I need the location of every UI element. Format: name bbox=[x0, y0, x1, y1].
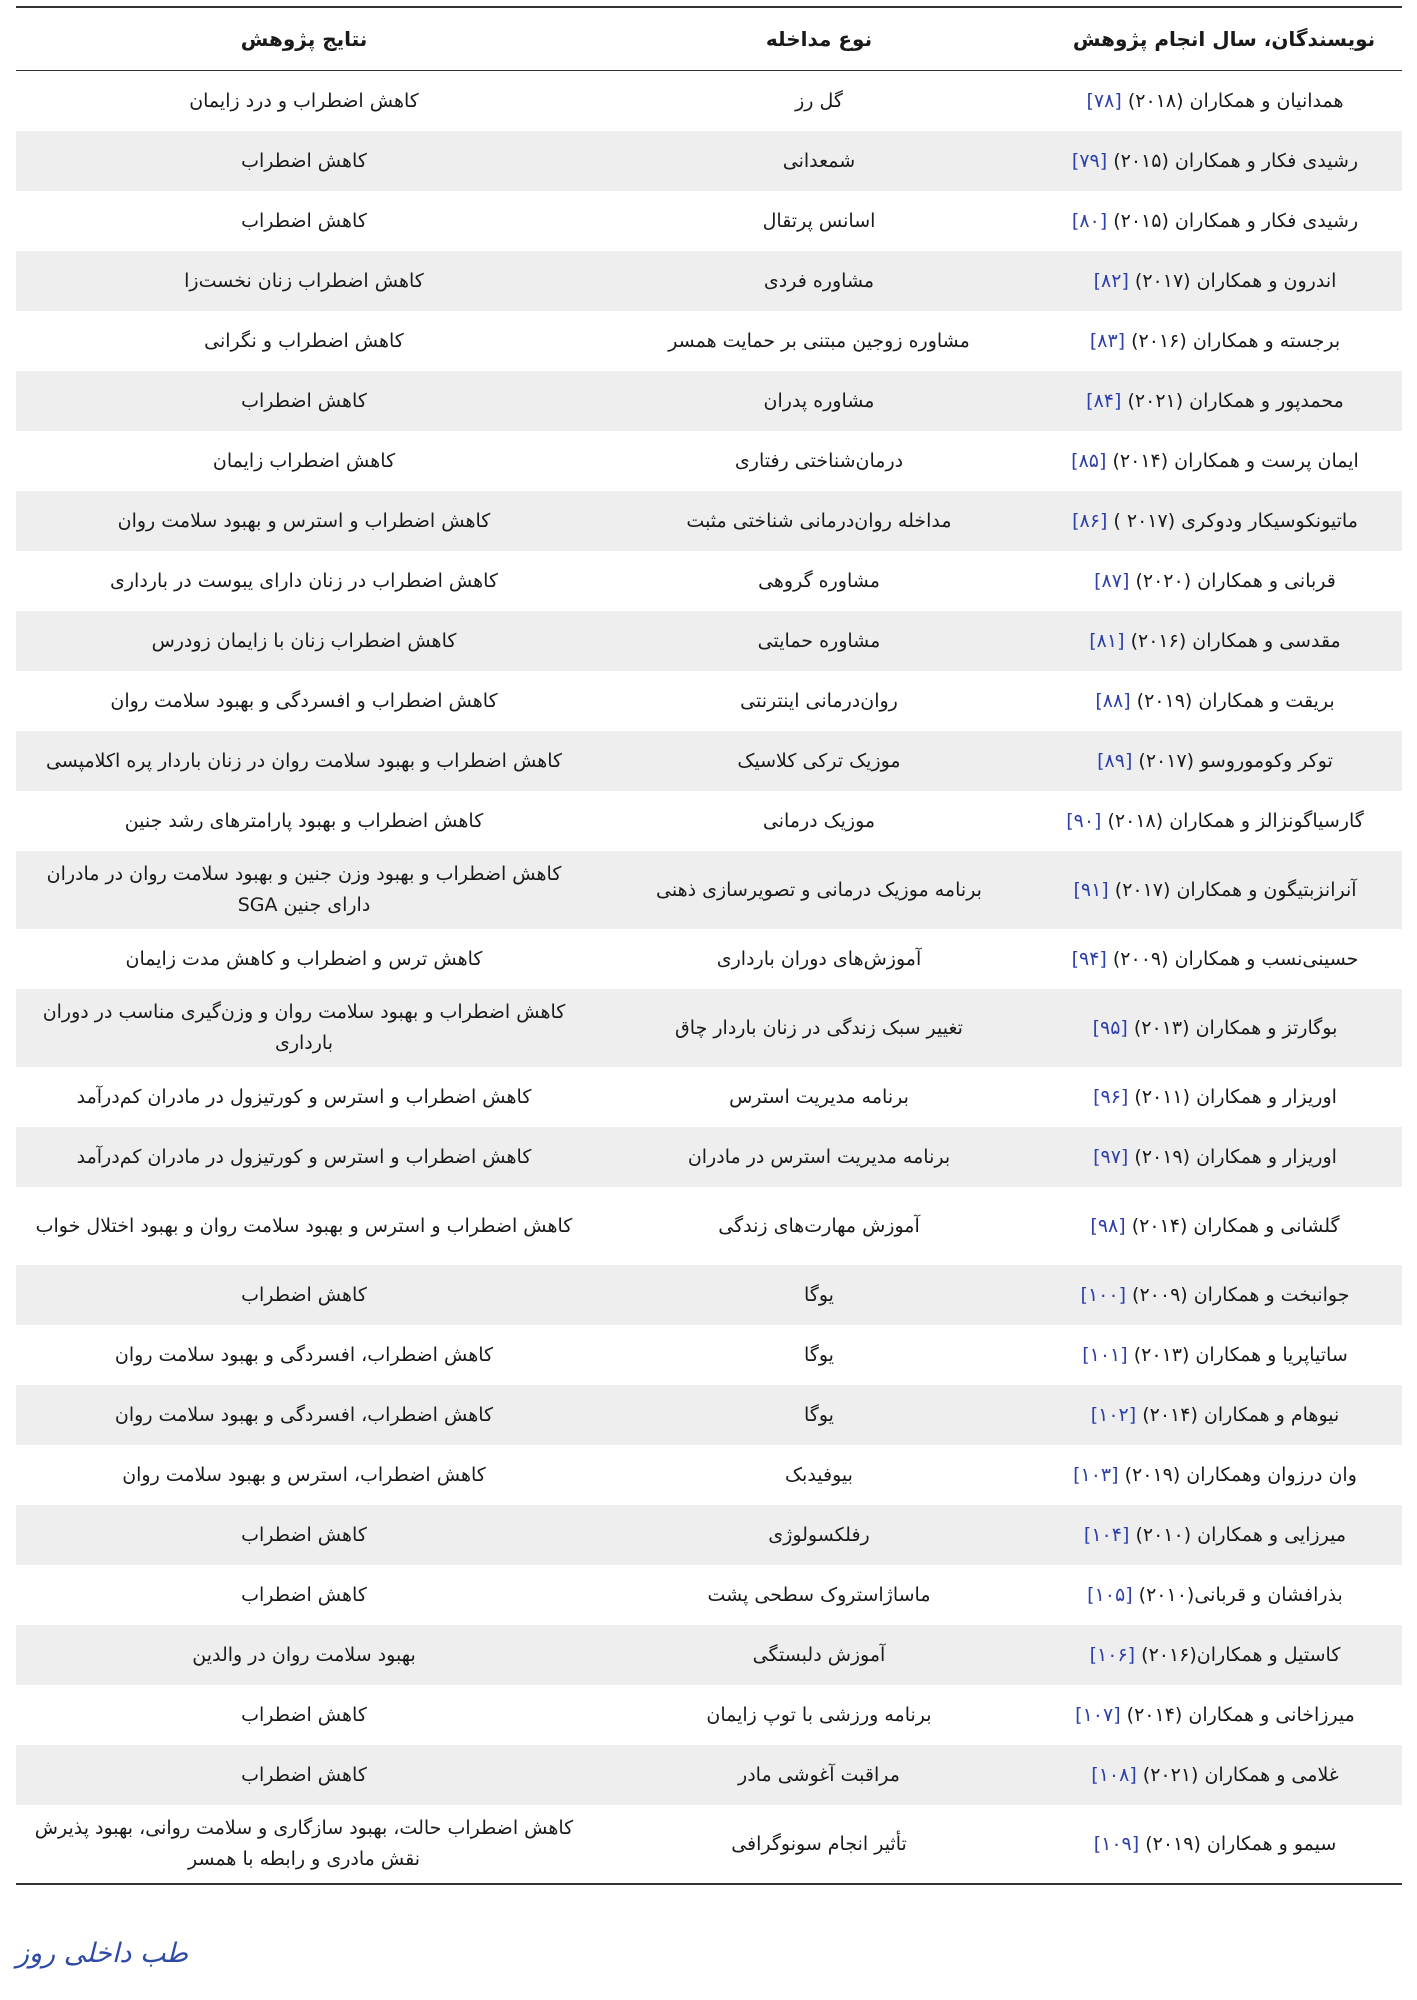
table-row bbox=[16, 191, 1402, 251]
table-header bbox=[16, 7, 1402, 71]
cell-intervention: ماساژاستروک سطحی پشت bbox=[707, 1583, 931, 1606]
author-text: گلشانی و همکاران (۲۰۱۴) bbox=[1131, 1214, 1340, 1237]
author-text: ایمان پرست و همکاران (۲۰۱۴) bbox=[1112, 449, 1359, 472]
header-result: نتایج پژوهش bbox=[16, 7, 592, 71]
header-row bbox=[16, 7, 1402, 71]
cell-intervention: برنامه مدیریت استرس در مادران bbox=[592, 1127, 1046, 1187]
cell-result: کاهش اضطراب bbox=[241, 1583, 367, 1606]
author-text: همدانیان و همکاران (۲۰۱۸) bbox=[1127, 89, 1344, 112]
cell-author bbox=[1046, 791, 1402, 851]
cell-result: کاهش اضطراب bbox=[16, 371, 592, 431]
cell-result: کاهش اضطراب و بهبود سلامت روان و وزن‌گیری مناسب در دوران بارداری bbox=[16, 989, 592, 1067]
table-row bbox=[16, 251, 1402, 311]
cell-author bbox=[1046, 131, 1402, 191]
header-intervention: نوع مداخله bbox=[592, 7, 1046, 71]
cell-author bbox=[1046, 1565, 1402, 1625]
reference-link[interactable]: [۸۱] bbox=[1089, 629, 1125, 652]
cell-intervention: مشاوره پدران bbox=[592, 371, 1046, 431]
cell-author bbox=[1046, 1505, 1402, 1565]
reference-link[interactable]: [۱۰۸] bbox=[1091, 1763, 1137, 1786]
cell-result: کاهش اضطراب bbox=[241, 1703, 367, 1726]
cell-result: کاهش اضطراب و استرس و کورتیزول در مادران کم‌درآمد bbox=[76, 1085, 532, 1108]
table-row bbox=[16, 1385, 1402, 1445]
author-text: مقدسی و همکاران (۲۰۱۶) bbox=[1130, 629, 1341, 652]
author-text: حسینی‌نسب و همکاران (۲۰۰۹) bbox=[1112, 947, 1359, 970]
cell-intervention: مراقبت آغوشی مادر bbox=[592, 1745, 1046, 1805]
reference-link[interactable]: [۱۰۴] bbox=[1083, 1523, 1130, 1546]
cell-intervention: آموزش مهارت‌های زندگی bbox=[718, 1214, 920, 1237]
table-row bbox=[16, 1187, 1402, 1265]
table-row bbox=[16, 551, 1402, 611]
table-row bbox=[16, 1625, 1402, 1685]
cell-intervention: تأثیر انجام سونوگرافی bbox=[592, 1805, 1046, 1884]
author-text: میرزایی و همکاران (۲۰۱۰) bbox=[1135, 1523, 1347, 1546]
cell-result: کاهش اضطراب و درد زایمان bbox=[189, 89, 419, 112]
table-row bbox=[16, 929, 1402, 989]
cell-intervention: بیوفیدبک bbox=[785, 1463, 853, 1486]
cell-result: کاهش اضطراب، استرس و بهبود سلامت روان bbox=[122, 1463, 486, 1486]
cell-author bbox=[1046, 71, 1402, 132]
cell-intervention: موزیک درمانی bbox=[762, 809, 876, 832]
cell-intervention: برنامه مدیریت استرس bbox=[729, 1085, 909, 1108]
author-text: بوگارتز و همکاران (۲۰۱۳) bbox=[1133, 1016, 1338, 1039]
cell-author bbox=[1046, 491, 1402, 551]
cell-result: کاهش اضطراب زایمان bbox=[212, 449, 396, 472]
cell-result: کاهش ترس و اضطراب و کاهش مدت زایمان bbox=[125, 947, 483, 970]
reference-link[interactable]: [۷۹] bbox=[1071, 149, 1108, 172]
reference-link[interactable]: [۹۷] bbox=[1093, 1145, 1129, 1168]
table-row bbox=[16, 1325, 1402, 1385]
reference-link[interactable]: [۸۷] bbox=[1094, 569, 1130, 592]
cell-intervention: تغییر سبک زندگی در زنان باردار چاق bbox=[592, 989, 1046, 1067]
reference-link[interactable]: [۹۰] bbox=[1066, 809, 1102, 832]
table-row bbox=[16, 131, 1402, 191]
cell-result: کاهش اضطراب bbox=[16, 1265, 592, 1325]
cell-intervention: شمعدانی bbox=[592, 131, 1046, 191]
cell-author bbox=[1046, 1127, 1402, 1187]
reference-link[interactable]: [۹۸] bbox=[1090, 1214, 1126, 1237]
cell-author bbox=[1046, 1625, 1402, 1685]
table-row bbox=[16, 71, 1402, 132]
reference-link[interactable]: [۹۴] bbox=[1071, 947, 1107, 970]
results-table bbox=[16, 6, 1402, 1885]
table-row bbox=[16, 1067, 1402, 1127]
author-text: نیوهام و همکاران (۲۰۱۴) bbox=[1142, 1403, 1340, 1426]
cell-intervention: یوگا bbox=[592, 1265, 1046, 1325]
cell-result: بهبود سلامت روان در والدین bbox=[16, 1625, 592, 1685]
author-text: بریقت و همکاران (۲۰۱۹) bbox=[1136, 689, 1335, 712]
reference-link[interactable]: [۱۰۰] bbox=[1080, 1283, 1126, 1306]
reference-link[interactable]: [۸۲] bbox=[1093, 269, 1129, 292]
table-row bbox=[16, 1565, 1402, 1625]
cell-author bbox=[1046, 1067, 1402, 1127]
reference-link[interactable]: [۸۹] bbox=[1097, 749, 1133, 772]
cell-intervention: مشاوره زوجین مبتنی بر حمایت همسر bbox=[668, 329, 970, 352]
cell-author bbox=[1046, 731, 1402, 791]
table-row bbox=[16, 989, 1402, 1067]
table-row bbox=[16, 1505, 1402, 1565]
cell-author bbox=[1046, 611, 1402, 671]
cell-result: کاهش اضطراب و بهبود پارامترهای رشد جنین bbox=[124, 809, 484, 832]
cell-author bbox=[1046, 311, 1402, 371]
cell-author bbox=[1046, 551, 1402, 611]
author-text: بذرافشان و قربانی(۲۰۱۰) bbox=[1138, 1583, 1343, 1606]
cell-intervention: گل رز bbox=[795, 89, 843, 112]
cell-intervention: برنامه موزیک درمانی و تصویرسازی ذهنی bbox=[592, 851, 1046, 929]
table-row bbox=[16, 1745, 1402, 1805]
cell-result: کاهش اضطراب زنان با زایمان زودرس bbox=[16, 611, 592, 671]
cell-result: کاهش اضطراب و بهبود سلامت روان در زنان باردار پره اکلامپسی bbox=[16, 731, 592, 791]
reference-link[interactable]: [۸۸] bbox=[1095, 689, 1131, 712]
cell-author bbox=[1046, 1685, 1402, 1745]
author-text: ساتیاپریا و همکاران (۲۰۱۳) bbox=[1133, 1343, 1348, 1366]
cell-author bbox=[1046, 1745, 1402, 1805]
author-text: وان درزوان وهمکاران (۲۰۱۹) bbox=[1124, 1463, 1357, 1486]
reference-link[interactable]: [۹۵] bbox=[1092, 1016, 1128, 1039]
reference-link[interactable]: [۱۰۹] bbox=[1093, 1832, 1140, 1855]
cell-intervention: درمان‌شناختی رفتاری bbox=[734, 449, 904, 472]
reference-link[interactable]: [۷۸] bbox=[1086, 89, 1122, 112]
table-row bbox=[16, 731, 1402, 791]
cell-author bbox=[1046, 1187, 1402, 1265]
journal-logo: طب داخلی روز bbox=[16, 1938, 188, 1969]
author-text: گارسیاگونزالز و همکاران (۲۰۱۸) bbox=[1107, 809, 1364, 832]
cell-result: کاهش اضطراب bbox=[241, 209, 367, 232]
reference-link[interactable]: [۹۶] bbox=[1093, 1085, 1129, 1108]
cell-intervention: اسانس پرتقال bbox=[762, 209, 876, 232]
cell-author bbox=[1046, 371, 1402, 431]
cell-author bbox=[1046, 1325, 1402, 1385]
table-row bbox=[16, 1127, 1402, 1187]
reference-link[interactable]: [۱۰۲] bbox=[1090, 1403, 1137, 1426]
author-text: برجسته و همکاران (۲۰۱۶) bbox=[1131, 329, 1341, 352]
table-row bbox=[16, 1265, 1402, 1325]
table-row bbox=[16, 851, 1402, 929]
page bbox=[16, 6, 1402, 1885]
cell-author bbox=[1046, 671, 1402, 731]
cell-result: کاهش اضطراب bbox=[16, 1505, 592, 1565]
author-text: اوریزار و همکاران (۲۰۱۹) bbox=[1134, 1145, 1337, 1168]
cell-author bbox=[1046, 431, 1402, 491]
table-row bbox=[16, 791, 1402, 851]
cell-intervention: یوگا bbox=[592, 1385, 1046, 1445]
reference-link[interactable]: [۸۰] bbox=[1071, 209, 1108, 232]
header-author: نویسندگان، سال انجام پژوهش bbox=[1046, 7, 1402, 71]
cell-result: کاهش اضطراب و بهبود وزن جنین و بهبود سلامت روان در مادران دارای جنین SGA bbox=[16, 851, 592, 929]
cell-result: کاهش اضطراب bbox=[16, 1745, 592, 1805]
author-text: ماتیونکوسیکار ودوکری (۲۰۱۷ ) bbox=[1113, 509, 1358, 532]
cell-result: کاهش اضطراب زنان نخست‌زا bbox=[16, 251, 592, 311]
reference-link[interactable]: [۸۳] bbox=[1089, 329, 1126, 352]
reference-link[interactable]: [۱۰۷] bbox=[1075, 1703, 1121, 1726]
cell-author bbox=[1046, 1385, 1402, 1445]
cell-result: کاهش اضطراب و استرس و بهبود سلامت روان و بهبود اختلال خواب bbox=[35, 1214, 573, 1237]
table-row bbox=[16, 1445, 1402, 1505]
author-text: محمدپور و همکاران (۲۰۲۱) bbox=[1127, 389, 1344, 412]
cell-intervention: برنامه ورزشی با توپ زایمان bbox=[706, 1703, 932, 1726]
cell-result: کاهش اضطراب و استرس و بهبود سلامت روان bbox=[16, 491, 592, 551]
author-text: قربانی و همکاران (۲۰۲۰) bbox=[1135, 569, 1336, 592]
cell-author bbox=[1046, 251, 1402, 311]
author-text: توکر وکوموروسو (۲۰۱۷) bbox=[1138, 749, 1333, 772]
cell-intervention: مشاوره گروهی bbox=[758, 569, 880, 592]
cell-author bbox=[1046, 1265, 1402, 1325]
cell-intervention: مشاوره حمایتی bbox=[592, 611, 1046, 671]
author-text: جوانبخت و همکاران (۲۰۰۹) bbox=[1132, 1283, 1350, 1306]
table-row bbox=[16, 431, 1402, 491]
table-body bbox=[16, 71, 1402, 1885]
reference-link[interactable]: [۸۶] bbox=[1072, 509, 1108, 532]
cell-result: کاهش اضطراب و نگرانی bbox=[204, 329, 404, 352]
reference-link[interactable]: [۱۰۱] bbox=[1082, 1343, 1128, 1366]
cell-result: کاهش اضطراب و استرس و کورتیزول در مادران کم‌درآمد bbox=[16, 1127, 592, 1187]
cell-result: کاهش اضطراب bbox=[16, 131, 592, 191]
table-row bbox=[16, 491, 1402, 551]
cell-intervention: یوگا bbox=[804, 1343, 834, 1366]
cell-result: کاهش اضطراب در زنان دارای یبوست در بارداری bbox=[110, 569, 498, 592]
reference-link[interactable]: [۱۰۵] bbox=[1087, 1583, 1133, 1606]
author-text: رشیدی فکار و همکاران (۲۰۱۵) bbox=[1113, 149, 1359, 172]
cell-intervention: مشاوره فردی bbox=[592, 251, 1046, 311]
cell-result: کاهش اضطراب حالت، بهبود سازگاری و سلامت روانی، بهبود پذیرش نقش مادری و رابطه با همسر bbox=[16, 1805, 592, 1884]
table-row bbox=[16, 1805, 1402, 1884]
reference-link[interactable]: [۱۰۶] bbox=[1089, 1643, 1136, 1666]
cell-intervention: موزیک ترکی کلاسیک bbox=[592, 731, 1046, 791]
author-text: سیمو و همکاران (۲۰۱۹) bbox=[1145, 1832, 1337, 1855]
author-text: آنرانزبتیگون و همکاران (۲۰۱۷) bbox=[1114, 878, 1357, 901]
author-text: کاستیل و همکاران(۲۰۱۶) bbox=[1141, 1643, 1341, 1666]
cell-result: کاهش اضطراب و افسردگی و بهبود سلامت روان bbox=[110, 689, 498, 712]
author-text: اوریزار و همکاران (۲۰۱۱) bbox=[1134, 1085, 1337, 1108]
reference-link[interactable]: [۸۴] bbox=[1086, 389, 1122, 412]
cell-result: کاهش اضطراب، افسردگی و بهبود سلامت روان bbox=[16, 1385, 592, 1445]
author-text: اندرون و همکاران (۲۰۱۷) bbox=[1134, 269, 1337, 292]
reference-link[interactable]: [۱۰۳] bbox=[1073, 1463, 1119, 1486]
cell-intervention: آموزش دلبستگی bbox=[592, 1625, 1046, 1685]
author-text: رشیدی فکار و همکاران (۲۰۱۵) bbox=[1113, 209, 1359, 232]
reference-link[interactable]: [۹۱] bbox=[1073, 878, 1109, 901]
author-text: میرزاخانی و همکاران (۲۰۱۴) bbox=[1126, 1703, 1355, 1726]
table-row bbox=[16, 371, 1402, 431]
cell-intervention: آموزش‌های دوران بارداری bbox=[716, 947, 922, 970]
cell-author bbox=[1046, 989, 1402, 1067]
cell-author bbox=[1046, 1445, 1402, 1505]
table-row bbox=[16, 1685, 1402, 1745]
author-text: غلامی و همکاران (۲۰۲۱) bbox=[1142, 1763, 1339, 1786]
table-row bbox=[16, 611, 1402, 671]
reference-link[interactable]: [۸۵] bbox=[1071, 449, 1107, 472]
cell-intervention: مداخله روان‌درمانی شناختی مثبت bbox=[592, 491, 1046, 551]
cell-intervention: روان‌درمانی اینترنتی bbox=[740, 689, 898, 712]
table-row bbox=[16, 671, 1402, 731]
cell-author bbox=[1046, 851, 1402, 929]
table-row bbox=[16, 311, 1402, 371]
cell-result: کاهش اضطراب، افسردگی و بهبود سلامت روان bbox=[114, 1343, 494, 1366]
cell-author bbox=[1046, 191, 1402, 251]
cell-author bbox=[1046, 1805, 1402, 1884]
cell-author bbox=[1046, 929, 1402, 989]
cell-intervention: رفلکسولوژی bbox=[592, 1505, 1046, 1565]
